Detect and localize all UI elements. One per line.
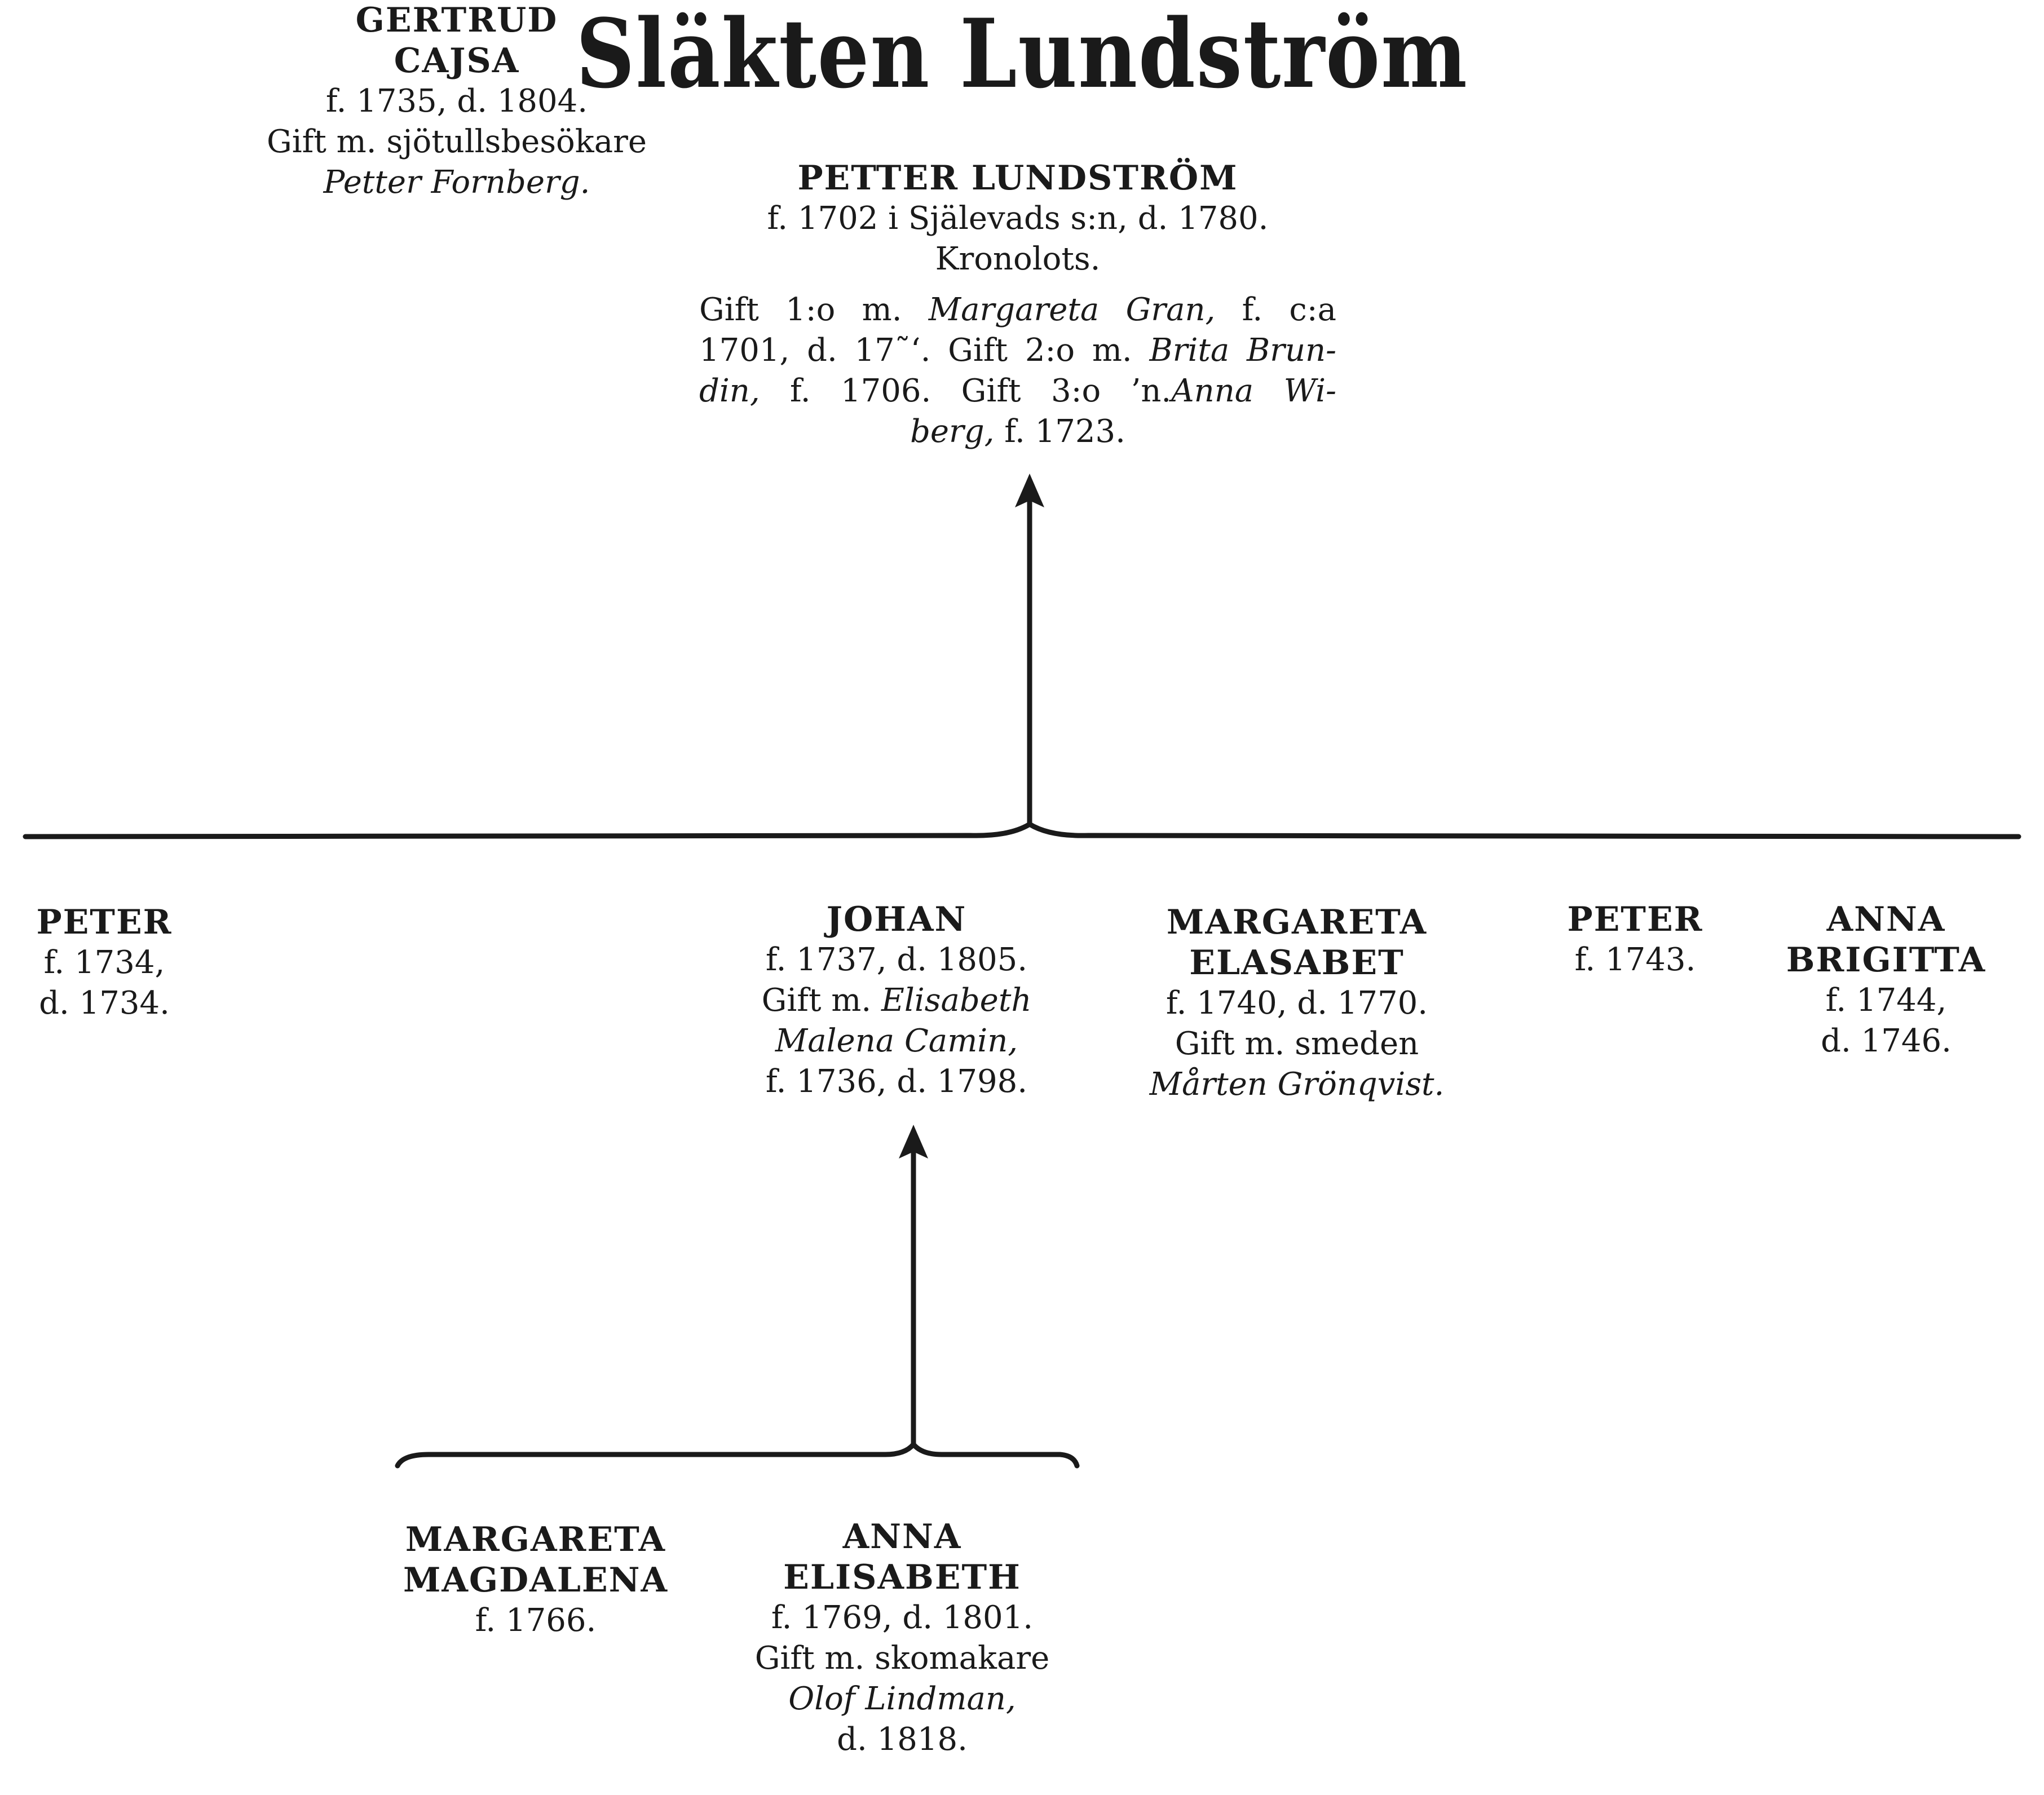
grandchild-card-margareta-magdalena xyxy=(361,1519,710,1641)
child-marriage: Gift m. sjötullsbesökare xyxy=(267,123,647,160)
child-birth-death: f. 1735, d. 1804. xyxy=(325,83,588,120)
marriage-text: f. 1706. Gift 3:o xyxy=(760,373,1131,409)
root-person-birth-death: f. 1702 i Själevads s:n, d. 1780. xyxy=(767,200,1269,237)
child-spouse: Malena Camin, xyxy=(775,1023,1018,1059)
marriage-text: ’n. xyxy=(1131,373,1172,409)
root-person-name: PETTER LUNDSTRÖM xyxy=(797,158,1238,198)
page-title: Släkten Lundström xyxy=(576,0,1468,109)
child-death: d. 1746. xyxy=(1821,1023,1952,1059)
child-marriage: Gift m. smeden xyxy=(1175,1025,1419,1062)
child-birth: f. 1734, xyxy=(43,944,165,981)
spouse-name: Margareta Gran, xyxy=(928,291,1216,328)
grandchild-spouse: Olof Lindman, xyxy=(788,1681,1016,1717)
child-death: d. 1734. xyxy=(39,985,170,1022)
spouse-name: din, xyxy=(699,373,760,409)
child-card-peter-1743 xyxy=(1534,899,1737,980)
grandchild-name: ANNA ELISABETH xyxy=(783,1517,1021,1597)
arrow-to-root xyxy=(1015,474,1044,824)
root-person-marriages xyxy=(699,290,1336,452)
grandchild-card-anna-elisabeth xyxy=(727,1517,1077,1760)
marriage-text: 1701, d. 17˜‘. Gift 2:o m. xyxy=(699,332,1150,369)
child-name: ANNA BRIGITTA xyxy=(1786,900,1986,980)
grandchild-marriage: Gift m. skomakare xyxy=(754,1640,1050,1677)
child-name: PETER xyxy=(1567,900,1703,939)
spouse-name: Anna Wi- xyxy=(1171,373,1337,409)
child-marriage xyxy=(722,980,1071,1021)
spouse-death: d. 1818. xyxy=(837,1721,968,1758)
children-bracket xyxy=(25,824,2019,837)
root-person-occupation: Kronolots. xyxy=(935,241,1101,277)
child-spouse: Petter Fornberg. xyxy=(323,164,590,201)
marriage-text: Gift 1:o m. xyxy=(699,291,929,328)
grandchild-birth-death: f. 1769, d. 1801. xyxy=(771,1599,1034,1636)
grandchild-birth: f. 1766. xyxy=(475,1602,597,1639)
marriage-text: Gift m. xyxy=(761,982,881,1019)
marriage-text: f. c:a xyxy=(1215,291,1337,328)
marriage-text: f. 1723. xyxy=(994,413,1125,450)
spouse-name: berg, xyxy=(910,413,995,450)
child-birth: f. 1744, xyxy=(1825,982,1947,1019)
child-birth: f. 1743. xyxy=(1574,941,1696,978)
child-name: GERTRUD CAJSA xyxy=(355,1,558,81)
child-name: JOHAN xyxy=(826,900,967,939)
grandchildren-bracket xyxy=(398,1444,1077,1466)
spouse-birth-death: f. 1736, d. 1798. xyxy=(765,1063,1028,1100)
child-name: MARGARETA ELASABET xyxy=(1166,903,1428,983)
child-card-gertrud-cajsa xyxy=(237,0,677,203)
arrow-to-johan xyxy=(899,1125,928,1444)
child-birth-death: f. 1740, d. 1770. xyxy=(1166,985,1428,1022)
child-spouse: Mårten Grönqvist. xyxy=(1149,1066,1445,1103)
child-card-johan xyxy=(722,899,1071,1102)
spouse-name: Brita Brun- xyxy=(1149,332,1336,369)
child-birth-death: f. 1737, d. 1805. xyxy=(765,941,1028,978)
root-person-card xyxy=(699,158,1336,452)
child-name: PETER xyxy=(36,903,173,942)
child-card-margareta-elasabet xyxy=(1116,902,1477,1105)
grandchild-name: MARGARETA MAGDALENA xyxy=(403,1520,669,1600)
child-card-peter-1734 xyxy=(11,902,197,1024)
child-spouse: Elisabeth xyxy=(881,982,1032,1019)
child-card-anna-brigitta xyxy=(1765,899,2007,1062)
